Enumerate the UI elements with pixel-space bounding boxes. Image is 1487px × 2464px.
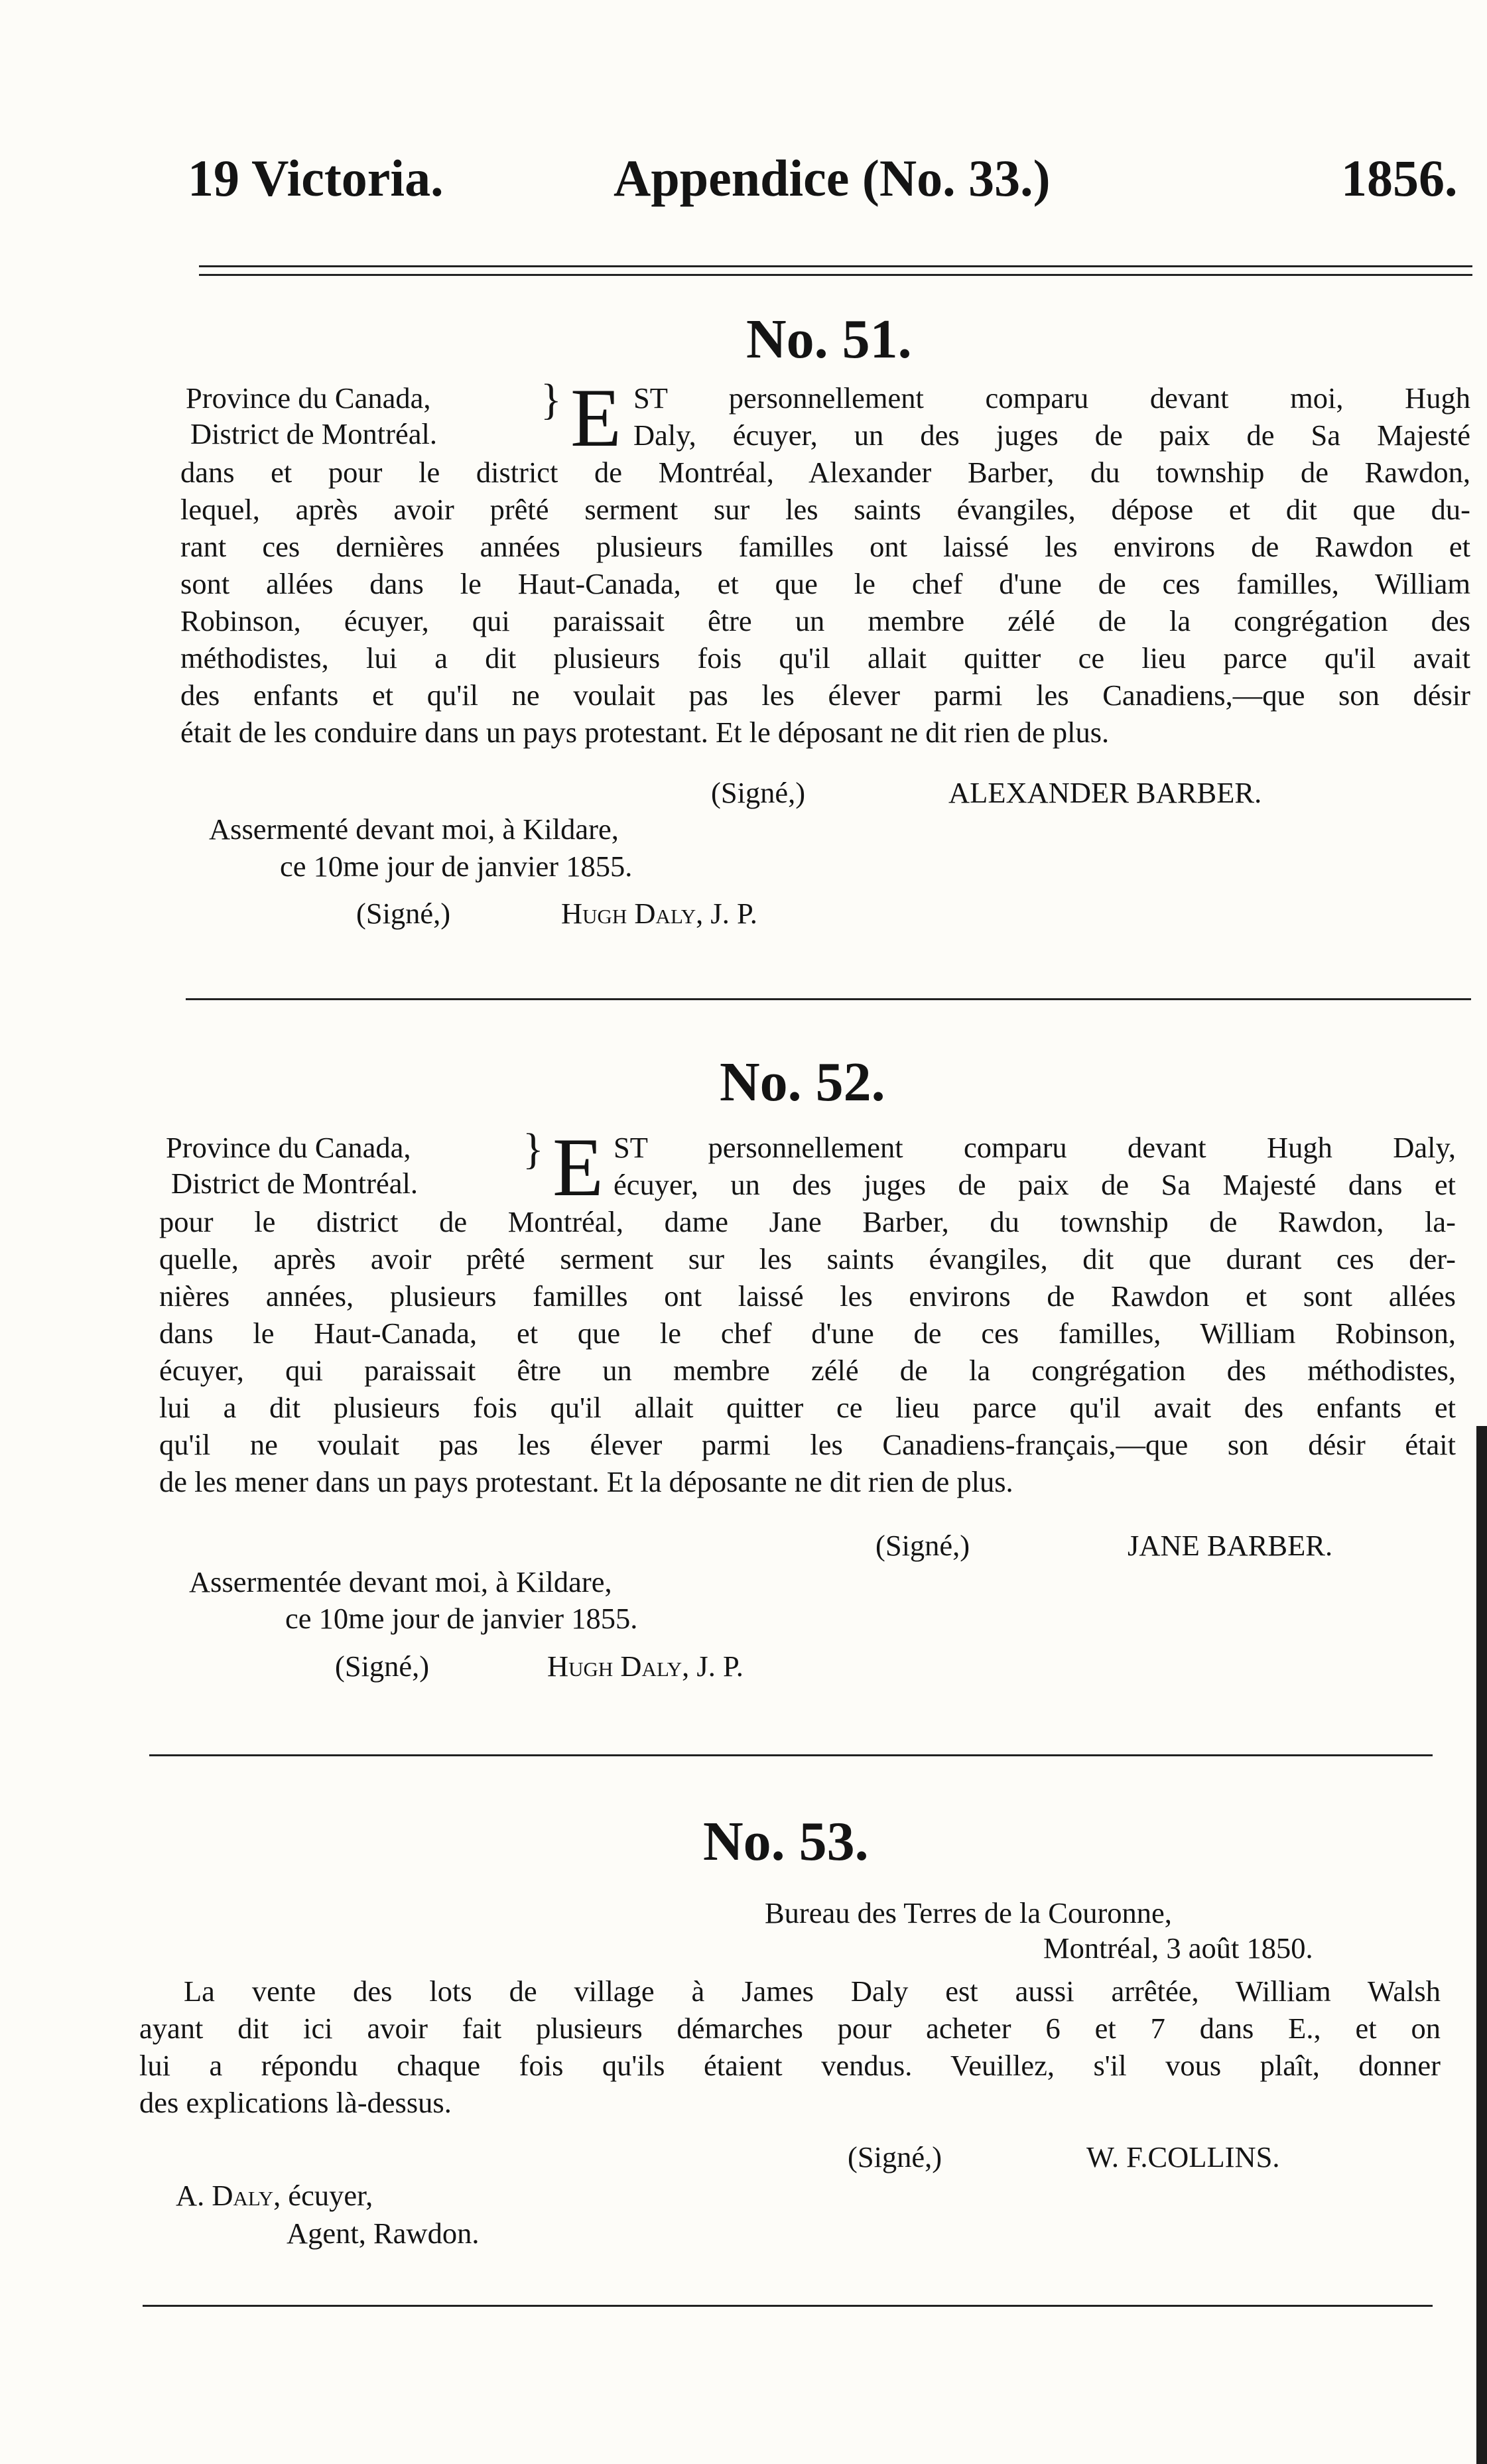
doc51-signed-label: (Signé,) <box>711 776 806 809</box>
doc51-line: était de les conduire dans un pays protestant. Et le déposant ne dit rien de plus. <box>180 716 1110 749</box>
doc52-line: lui a dit plusieurs fois qu'il allait quitter ce lieu parce qu'il avait des enfants et <box>159 1391 1456 1424</box>
doc52-place-district: District de Montréal. <box>171 1167 418 1200</box>
binding-edge <box>1476 1426 1487 2464</box>
header-appendix: Appendice (No. 33.) <box>614 149 1051 207</box>
doc52-signer: JANE BARBER. <box>1128 1529 1333 1562</box>
doc51-place-province: Province du Canada, <box>186 381 431 415</box>
doc52-signed-label: (Signé,) <box>875 1529 970 1562</box>
doc52-sworn-line2: ce 10me jour de janvier 1855. <box>285 1602 638 1635</box>
doc51-line: rant ces dernières années plusieurs familles ont laissé les environs de Rawdon et <box>180 530 1470 563</box>
doc51-line: sont allées dans le Haut-Canada, et que le chef d'une de ces familles, William <box>180 567 1470 600</box>
doc53-body <box>139 2010 1441 2121</box>
doc51-brace-icon: } <box>541 375 562 424</box>
doc52-jp-name: Hugh Daly <box>547 1650 682 1683</box>
header-year: 1856. <box>1341 149 1458 207</box>
doc51-jp-name: Hugh Daly <box>561 897 696 930</box>
doc53-number: No. 53. <box>703 1811 869 1872</box>
doc53-signed-label: (Signé,) <box>848 2140 942 2173</box>
doc53-line: ayant dit ici avoir fait plusieurs démarches pour acheter 6 et 7 dans E., et on <box>139 2012 1441 2045</box>
doc51-number: No. 51. <box>746 308 912 370</box>
doc51-line: lequel, après avoir prêté serment sur les saints évangiles, dépose et dit que du- <box>180 493 1470 526</box>
doc52-body <box>159 1203 1456 1500</box>
doc53-line: La vente des lots de village à James Daly est aussi arrêtée, William Walsh <box>184 1975 1441 2008</box>
doc53-body-first <box>184 1973 1441 2010</box>
doc51-jp-signed-label: (Signé,) <box>356 897 451 930</box>
doc53-line: lui a répondu chaque fois qu'ils étaient vendus. Veuillez, s'il vous plaît, donner <box>139 2049 1441 2082</box>
doc52-line: dans le Haut-Canada, et que le chef d'une de ces familles, William Robinson, <box>159 1317 1456 1350</box>
doc53-addressee <box>176 2181 373 2211</box>
doc51-body-head <box>633 379 1470 454</box>
doc51-place-district: District de Montréal. <box>190 417 437 450</box>
doc51-signer: ALEXANDER BARBER. <box>948 776 1262 809</box>
doc52-jp-signed-label: (Signé,) <box>335 1650 430 1683</box>
doc51-line: Daly, écuyer, un des juges de paix de Sa Majesté <box>633 419 1470 452</box>
header-double-rule <box>199 265 1472 276</box>
doc52-jp-signature <box>547 1652 743 1681</box>
doc52-line: de les mener dans un pays protestant. Et la déposante ne dit rien de plus. <box>159 1465 1013 1498</box>
doc52-drop-cap: E <box>552 1122 604 1214</box>
doc51-line: méthodistes, lui a dit plusieurs fois qu'il allait quitter ce lieu parce qu'il avait <box>180 641 1470 675</box>
doc51-jp-title: , J. P. <box>696 897 757 930</box>
doc52-sworn-line1: Assermentée devant moi, à Kildare, <box>189 1565 612 1598</box>
doc53-date: Montréal, 3 août 1850. <box>1043 1931 1313 1965</box>
doc51-body <box>180 454 1470 751</box>
separator-rule <box>143 2305 1433 2307</box>
doc52-line: écuyer, qui paraissait être un membre zélé de la congrégation des méthodistes, <box>159 1354 1456 1387</box>
doc53-addressee-role: Agent, Rawdon. <box>287 2217 480 2250</box>
doc52-line: pour le district de Montréal, dame Jane Barber, du township de Rawdon, la- <box>159 1205 1456 1238</box>
doc51-sworn-line1: Assermenté devant moi, à Kildare, <box>209 812 619 846</box>
doc51-drop-cap: E <box>570 372 621 464</box>
doc52-line: qu'il ne voulait pas les élever parmi les Canadiens-français,—que son désir était <box>159 1428 1456 1461</box>
doc53-addressee-name: A. Daly <box>176 2179 274 2212</box>
doc52-body-head <box>614 1129 1456 1203</box>
separator-rule <box>149 1754 1433 1756</box>
doc52-brace-icon: } <box>523 1125 544 1173</box>
doc51-line: des enfants et qu'il ne voulait pas les élever parmi les Canadiens,—que son désir <box>180 679 1470 712</box>
doc53-office: Bureau des Terres de la Couronne, <box>765 1896 1172 1929</box>
doc51-line: Robinson, écuyer, qui paraissait être un membre zélé de la congrégation des <box>180 604 1470 637</box>
doc52-place-province: Province du Canada, <box>166 1131 411 1164</box>
separator-rule <box>186 998 1471 1000</box>
doc52-line: nières années, plusieurs familles ont laissé les environs de Rawdon et sont allées <box>159 1279 1456 1313</box>
doc51-sworn-line2: ce 10me jour de janvier 1855. <box>280 850 633 883</box>
doc53-line: des explications là-dessus. <box>139 2086 452 2119</box>
doc52-line: écuyer, un des juges de paix de Sa Majesté dans et <box>614 1168 1456 1201</box>
header-volume: 19 Victoria. <box>188 149 444 207</box>
doc51-line: dans et pour le district de Montréal, Alexander Barber, du township de Rawdon, <box>180 456 1470 489</box>
doc53-signer: W. F.COLLINS. <box>1086 2140 1280 2173</box>
doc52-jp-title: , J. P. <box>682 1650 743 1683</box>
doc53-addressee-title: , écuyer, <box>273 2179 373 2212</box>
doc51-line: ST personnellement comparu devant moi, Hugh <box>633 381 1470 415</box>
doc52-line: ST personnellement comparu devant Hugh Daly, <box>614 1131 1456 1164</box>
doc52-number: No. 52. <box>720 1051 885 1113</box>
doc52-line: quelle, après avoir prêté serment sur les saints évangiles, dit que durant ces der- <box>159 1242 1456 1275</box>
doc51-jp-signature <box>561 899 757 929</box>
